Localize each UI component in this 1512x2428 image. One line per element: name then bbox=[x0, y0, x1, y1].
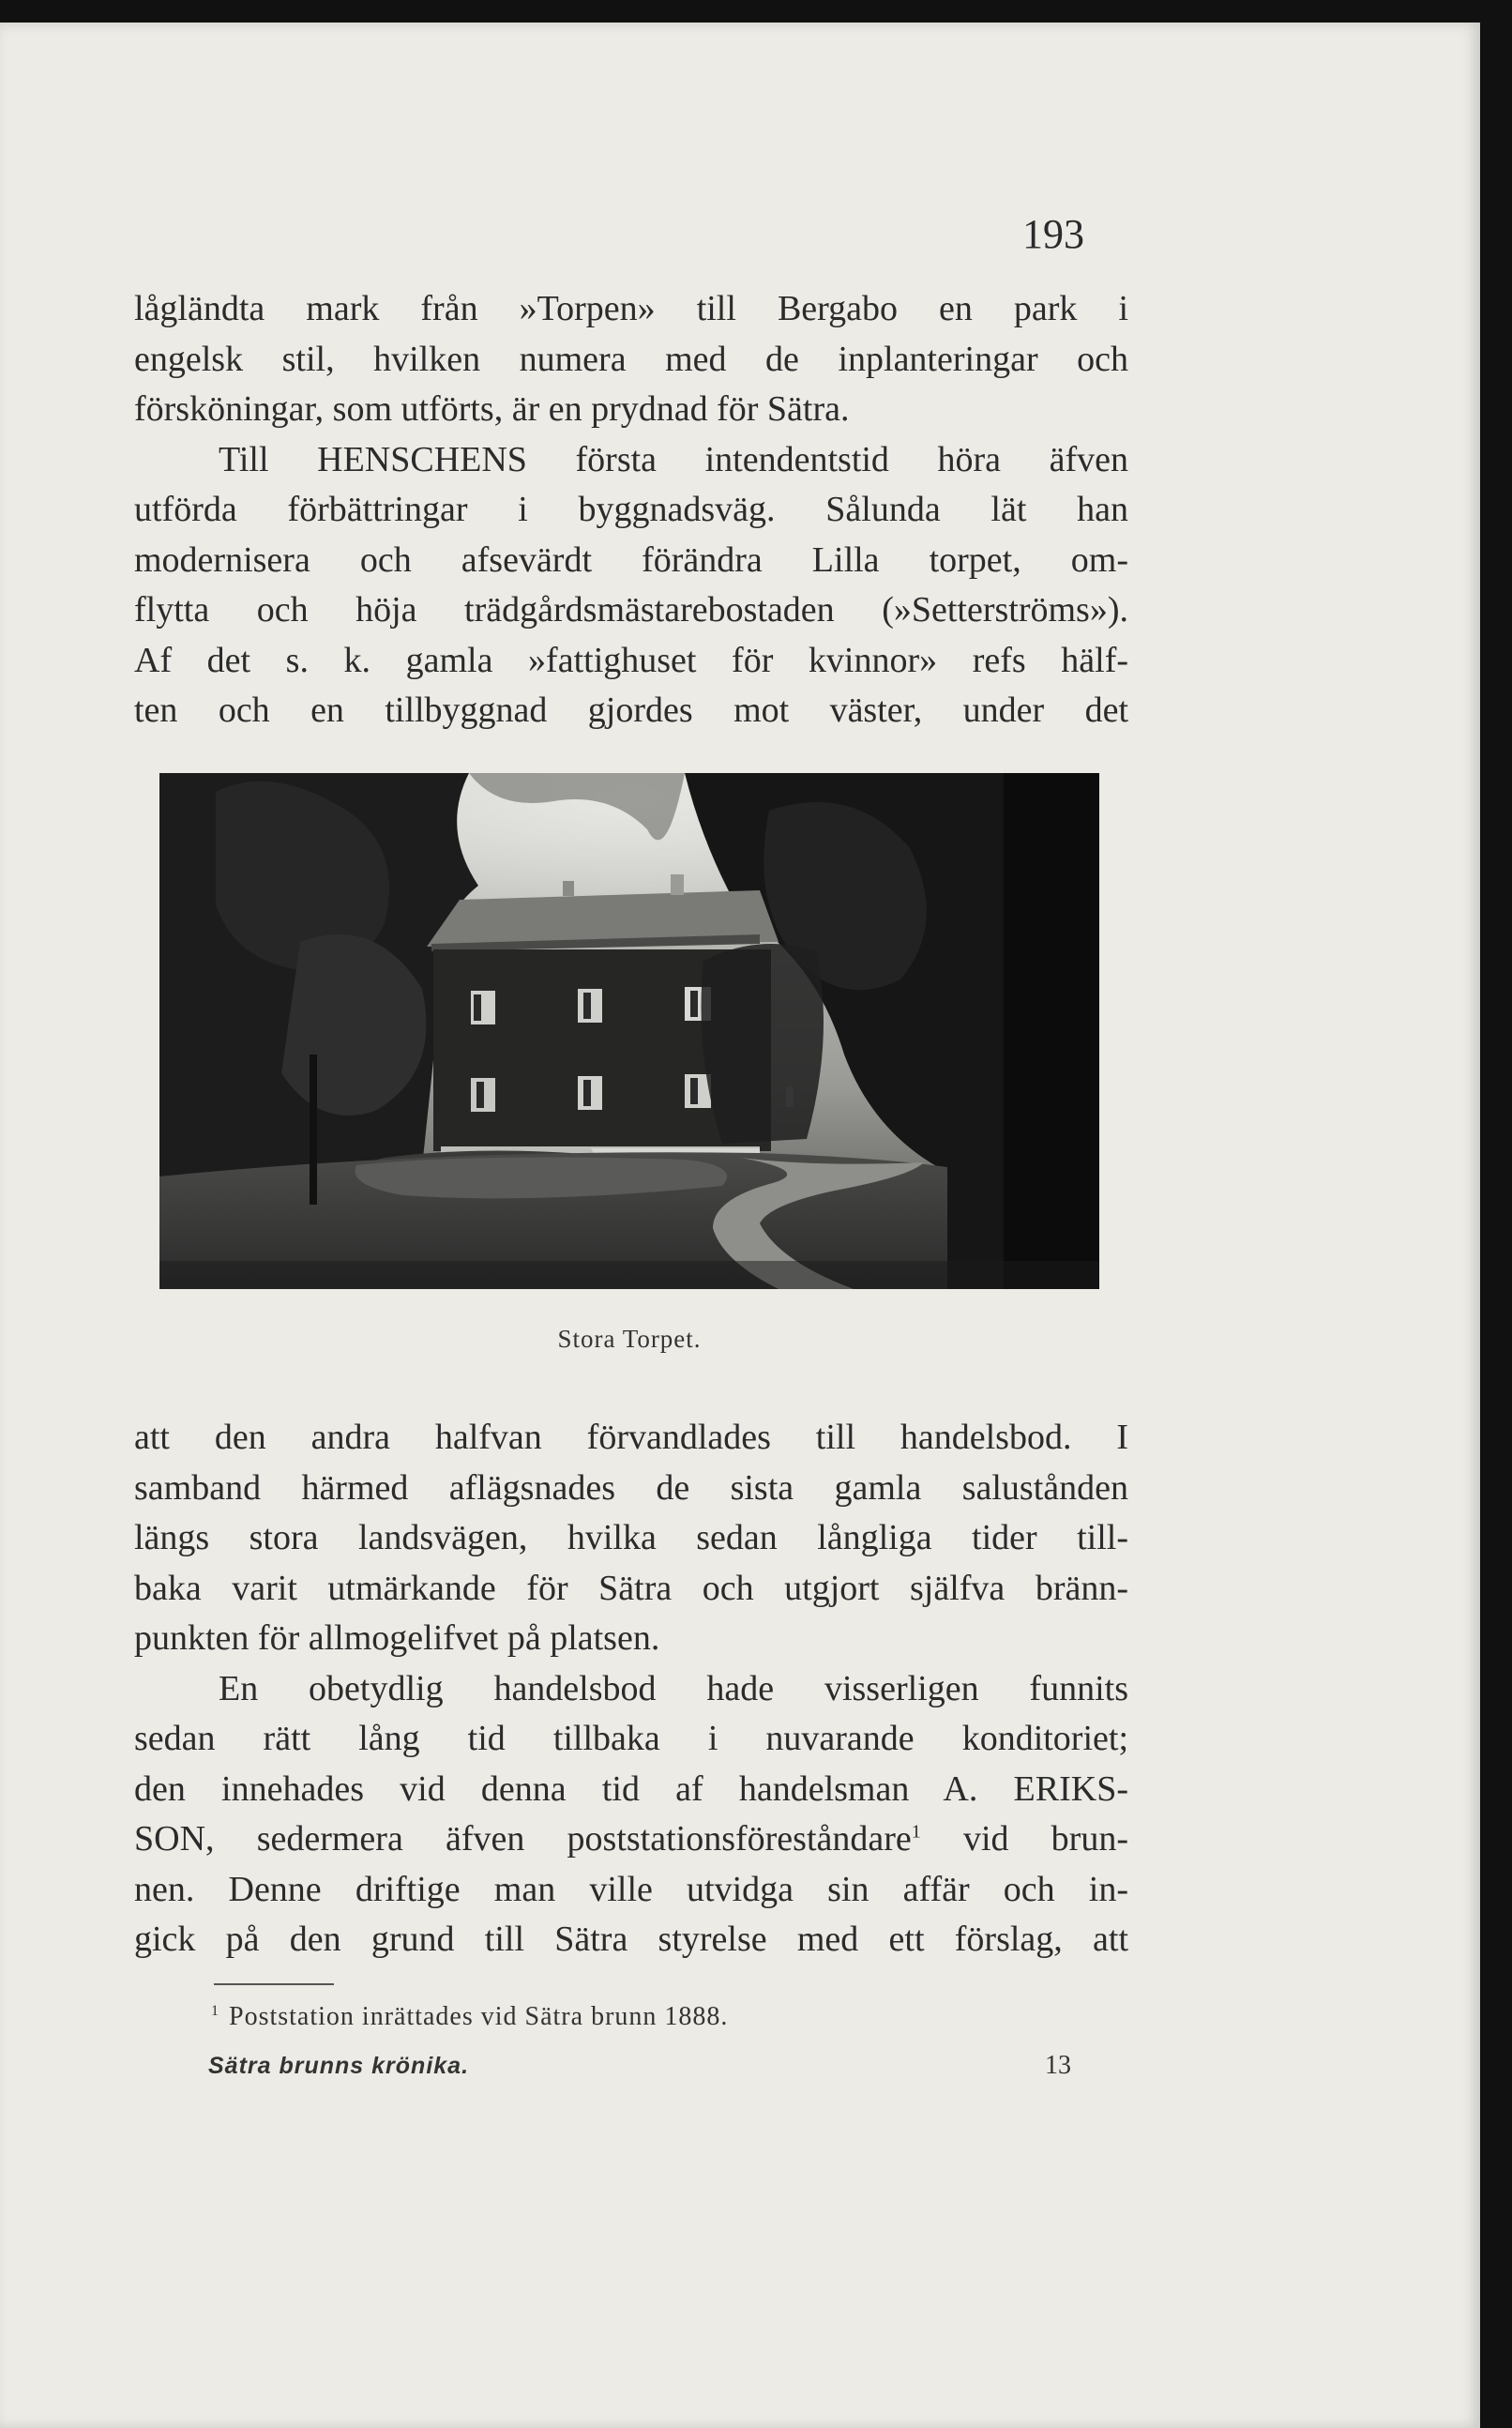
footnote-reference: 1 bbox=[911, 1821, 921, 1843]
text-line: gick på den grund till Sätra styrelse med ett förslag, att bbox=[134, 1920, 1128, 1959]
text-line: utförda förbättringar i byggnadsväg. Sålunda lät han bbox=[134, 490, 1128, 529]
text-line: Af det s. k. gamla »fattighuset för kvinnor» refs hälf- bbox=[134, 640, 1128, 680]
text-line: längs stora landsvägen, hvilka sedan långliga tider till- bbox=[134, 1518, 1128, 1557]
footer-book-title: Sätra brunns krönika. bbox=[208, 2053, 470, 2079]
text-line: samband härmed aflägsnades de sista gamla salustånden bbox=[134, 1467, 1128, 1508]
text-line: Till HENSCHENS första intendentstid höra äfven bbox=[219, 439, 1128, 479]
footnote-divider bbox=[214, 1983, 334, 1985]
footnote-marker: 1 bbox=[211, 2002, 219, 2019]
paragraph-bottom bbox=[134, 1413, 1128, 1965]
text-line: den innehades vid denna tid af handelsman A. ERIKS- bbox=[134, 1768, 1128, 1809]
text-line: baka varit utmärkande för Sätra och utgjort själfva bränn- bbox=[134, 1568, 1128, 1608]
text-line-with-footnote-ref bbox=[134, 1814, 1128, 1865]
footnote bbox=[211, 2002, 728, 2032]
photo-stora-torpet bbox=[159, 773, 1099, 1289]
signature-mark: 13 bbox=[1045, 2051, 1071, 2080]
text-segment: SON, sedermera äfven poststationsföreståndare bbox=[134, 1819, 912, 1859]
text-line: modernisera och afsevärdt förändra Lilla torpet, om- bbox=[134, 539, 1128, 580]
text-line: En obetydlig handelsbod hade visserligen funnits bbox=[219, 1668, 1128, 1708]
text-segment: vid brun- bbox=[962, 1819, 1128, 1859]
text-line: nen. Denne driftige man ville utvidga sin affär och in- bbox=[134, 1869, 1128, 1909]
page-number: 193 bbox=[1022, 211, 1084, 257]
text-line: engelsk stil, hvilken numera med de inplanteringar och bbox=[134, 339, 1128, 379]
figure-caption: Stora Torpet. bbox=[557, 1325, 702, 1353]
text-line: ten och en tillbyggnad gjordes mot väster, under det bbox=[134, 690, 1128, 730]
footnote-text: Poststation inrättades vid Sätra brunn 1888. bbox=[229, 2002, 729, 2031]
book-page bbox=[0, 23, 1480, 2428]
paragraph-top bbox=[134, 284, 1128, 736]
text-line: lågländta mark från »Torpen» till Bergabo en park i bbox=[134, 289, 1128, 328]
text-line: sedan rätt lång tid tillbaka i nuvarande konditoriet; bbox=[134, 1719, 1128, 1758]
text-line: punkten för allmogelifvet på platsen. bbox=[134, 1618, 660, 1658]
text-line: att den andra halfvan förvandlades till handelsbod. I bbox=[134, 1418, 1128, 1457]
text-line: försköningar, som utförts, är en prydnad för Sätra. bbox=[134, 389, 850, 429]
text-line: flytta och höja trädgårdsmästarebostaden (»Setterströms»). bbox=[134, 590, 1128, 630]
